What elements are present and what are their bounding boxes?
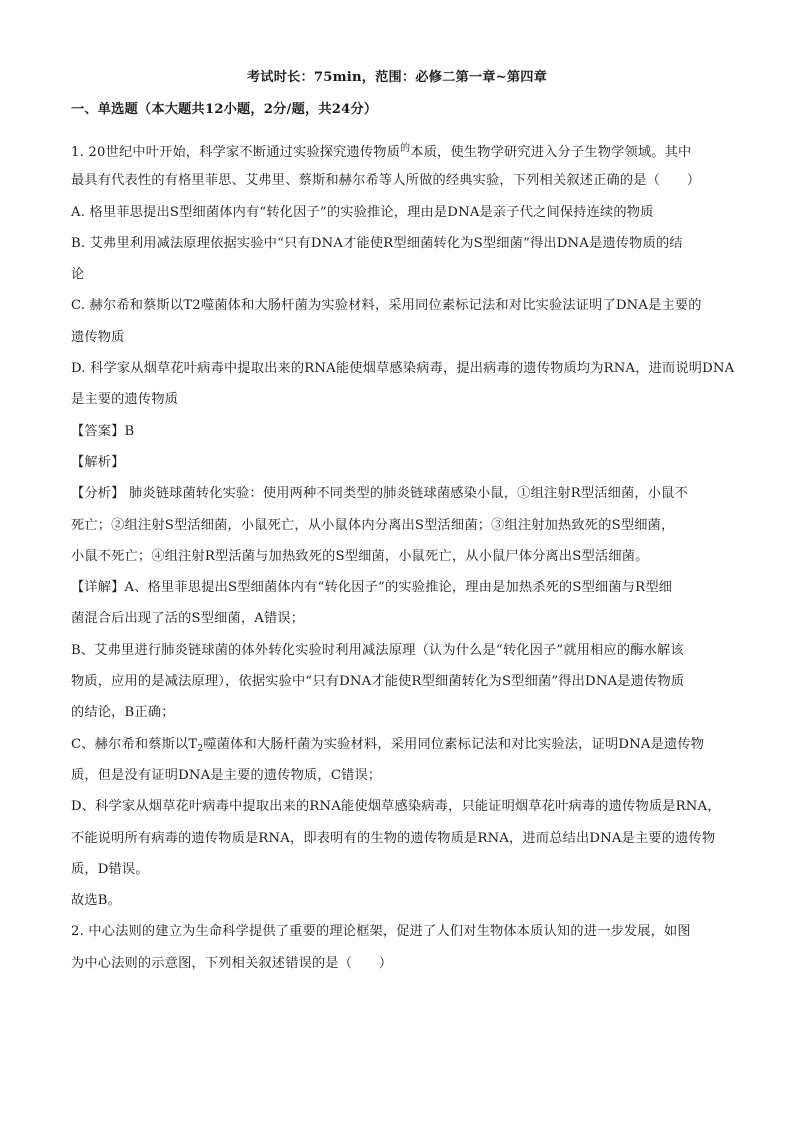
q2-stem-line2: 为中心法则的示意图，下列相关叙述错误的是（ ） <box>71 956 393 971</box>
q1-stem-line2: 最具有代表性的有格里菲思、艾弗里、蔡斯和赫尔希等人所做的经典实验，下列相关叙述正确的是（ ） <box>71 173 701 188</box>
q1-xiangjie-b-line2: 物质，应用的是减法原理），依据实验中“只有DNA才能使R型细菌转化为S型细菌”得出DNA是遗传物质 <box>71 674 685 689</box>
q1-fenxi-line3: 小鼠不死亡；④组注射R型活菌与加热致死的S型细菌，小鼠死亡，从小鼠尸体分离出S型活细菌。 <box>71 549 649 564</box>
q1-xiangjie-a-line1: 【详解】A、格里菲思提出S型细菌体内有“转化因子”的实验推论，理由是加热杀死的S型细菌与R型细 <box>71 580 673 595</box>
q1-xiangjie-c-line1 <box>71 735 704 759</box>
q1-xiangjie-a-line2: 菌混合后出现了活的S型细菌，A错误； <box>71 611 305 626</box>
q1-option-d-line2: 是主要的遗传物质 <box>71 392 179 407</box>
q1-stem-text-b: 本质，使生物学研究进入分子生物学领域。其中 <box>410 145 692 160</box>
q1-option-d-line1: D. 科学家从烟草花叶病毒中提取出来的RNA能使烟草感染病毒，提出病毒的遗传物质均为RNA，进而说明DNA <box>71 361 735 376</box>
q1-xiangjie-b-line3: 的结论，B正确； <box>71 705 175 720</box>
q1-option-a: A. 格里菲思提出S型细菌体内有“转化因子”的实验推论，理由是DNA是亲子代之间保持连续的物质 <box>71 205 654 220</box>
q1-stem-superscript: 的 <box>400 143 411 154</box>
q1-xiangjie-c-line2: 质，但是没有证明DNA是主要的遗传物质，C错误； <box>71 768 382 783</box>
q2-stem-line1: 2. 中心法则的建立为生命科学提供了重要的理论框架，促进了人们对生物体本质认知的进一步发展，如图 <box>71 924 691 939</box>
q1-xiangjie-d-line2: 不能说明所有病毒的遗传物质是RNA，即表明有的生物的遗传物质是RNA，进而总结出DNA是主要的遗传物 <box>71 831 716 846</box>
q1-stem-line1 <box>71 139 691 163</box>
q1-xiangjie-b-line1: B、艾弗里进行肺炎链球菌的体外转化实验时利用减法原理（认为什么是“转化因子”就用相应的酶水解该 <box>71 643 684 658</box>
q1-xiangjie-c-text-b: 噬菌体和大肠杆菌为实验材料，采用同位素标记法和对比实验法，证明DNA是遗传物 <box>203 737 705 752</box>
q1-answer: 【答案】B <box>71 424 135 439</box>
q1-xiangjie-d-line1: D、科学家从烟草花叶病毒中提取出来的RNA能使烟草感染病毒，只能证明烟草花叶病毒的遗传物质是RNA， <box>71 799 721 814</box>
q1-xiangjie-d-line3: 质，D错误。 <box>71 862 149 877</box>
q1-conclusion: 故选B。 <box>71 893 122 908</box>
q1-xiangjie-c-text-a: C、赫尔希和蔡斯以T <box>71 737 198 752</box>
section-title: 一、单选题（本大题共12小题，2分/题，共24分） <box>71 102 378 117</box>
q1-option-b-line2: 论 <box>71 267 85 282</box>
q1-analysis-title: 【解析】 <box>71 455 125 470</box>
q1-fenxi-line1: 【分析】 肺炎链球菌转化实验：使用两种不同类型的肺炎链球菌感染小鼠，①组注射R型活细菌，小鼠不 <box>71 486 688 501</box>
q1-xiangjie-c-subscript: 2 <box>197 744 204 754</box>
exam-header: 考试时长：75min，范围：必修二第一章~第四章 <box>246 70 548 85</box>
q1-option-b-line1: B. 艾弗里利用减法原理依据实验中“只有DNA才能使R型细菌转化为S型细菌”得出DNA是遗传物质的结 <box>71 236 683 251</box>
q1-stem-text-a: 1. 20世纪中叶开始，科学家不断通过实验探究遗传物质 <box>71 145 401 160</box>
q1-option-c-line1: C. 赫尔希和蔡斯以T2噬菌体和大肠杆菌为实验材料，采用同位素标记法和对比实验法证明了DNA是主要的 <box>71 298 702 313</box>
q1-option-c-line2: 遗传物质 <box>71 330 125 345</box>
q1-fenxi-line2: 死亡；②组注射S型活细菌，小鼠死亡，从小鼠体内分离出S型活细菌；③组注射加热致死的S型细菌， <box>71 518 675 533</box>
